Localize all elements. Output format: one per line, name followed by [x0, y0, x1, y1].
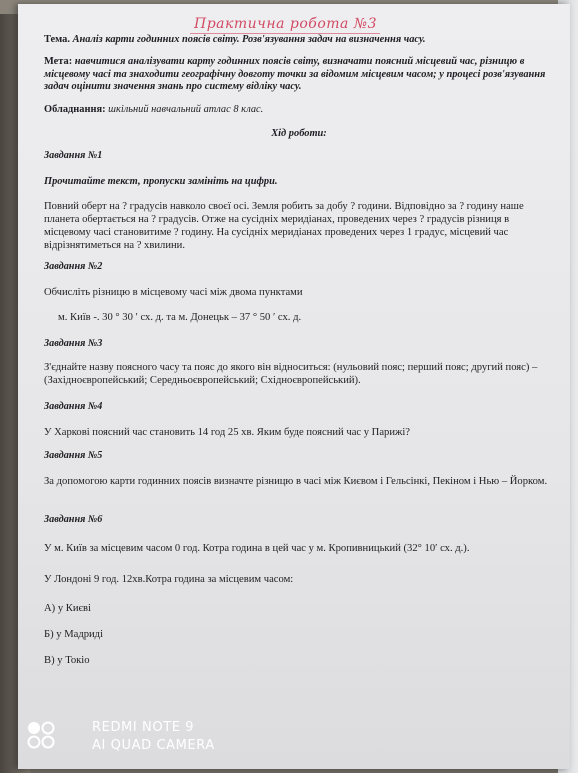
watermark-line-1: REDMI NOTE 9 [92, 720, 195, 735]
task-6-option-c: В) у Токіо [44, 655, 90, 666]
watermark-line-2: AI QUAD CAMERA [92, 738, 215, 753]
task-4-text: У Харкові поясний час становить 14 год 25 хв. Яким буде поясний час у Парижі? [44, 427, 410, 438]
paper-sheet [18, 4, 570, 769]
task-1-instruction: Прочитайте текст, пропуски замініть на цифри. [44, 176, 278, 187]
goal-text: навчитися аналізувати карту годинних поясів світу, визначати поясний місцевий час, різницю в місцевому часі та знаходити географічну довготу точки за відомим місцевим часом; у процесі розв'язування задач оцінити значення знань про систему відліку часу. [44, 56, 546, 92]
task-4-title: Завдання №4 [44, 401, 103, 412]
task-6-text-1: У м. Київ за місцевим часом 0 год. Котра година в цей час у м. Кропивницький (32° 10′ сх. д.). [44, 543, 470, 554]
equipment-label: Обладнання: [44, 104, 106, 115]
task-2-title: Завдання №2 [44, 261, 103, 272]
topic-text: Аналіз карти годинних поясів світу. Розв'язування задач на визначення часу. [72, 34, 426, 45]
task-6-text-2: У Лондоні 9 год. 12хв.Котра година за місцевим часом: [44, 574, 294, 585]
task-5-text: За допомогою карти годинних поясів визначте різницю в часі між Києвом і Гельсінкі, Пекіном і Нью – Йорком. [44, 476, 548, 487]
camera-logo-icon [26, 720, 56, 750]
equipment-line [44, 104, 554, 117]
handwritten-title: Практична робота №3 [194, 16, 377, 32]
goal-block [44, 56, 554, 94]
task-3-text: З'єднайте назву поясного часу та пояс до якого він відноситься: (нульовий пояс; перший пояс; другий пояс) – (Західноєвропейський; Середньоєвропейський; Східноєвропейський). [44, 362, 538, 386]
task-6-option-b: Б) у Мадриді [44, 629, 104, 640]
goal-label: Мета: [44, 56, 73, 67]
task-1-title: Завдання №1 [44, 150, 103, 161]
task-2-text: Обчисліть різницю в місцевому часі між двома пунктами [44, 287, 303, 298]
task-6-title: Завдання №6 [44, 514, 103, 525]
equipment-text: шкільний навчальний атлас 8 клас. [108, 104, 264, 115]
task-2-points: м. Київ -. 30 ° 30 ′ сх. д. та м. Донецьк – 37 ° 50 ′ сх. д. [58, 312, 302, 323]
progress-heading: Хід роботи: [271, 128, 327, 139]
task-5-title: Завдання №5 [44, 450, 103, 461]
topic-label: Тема. [44, 34, 70, 45]
task-6-option-a: А) у Києві [44, 603, 91, 614]
task-1-text: Повний оберт на ? градусів навколо своєї осі. Земля робить за добу ? години. Відповідно за ? годину наше планета обертається на ? градусів. Отже на сусідніх меридіанах, проведених через ? градусів різниця в місцевому часі становитиме ? годину. На сусідніх меридіанах проведених через 1 градус, місцевий час відрізнятиметься на ? хвилини. [44, 201, 524, 251]
topic-line [44, 34, 554, 47]
task-3-title: Завдання №3 [44, 338, 103, 349]
